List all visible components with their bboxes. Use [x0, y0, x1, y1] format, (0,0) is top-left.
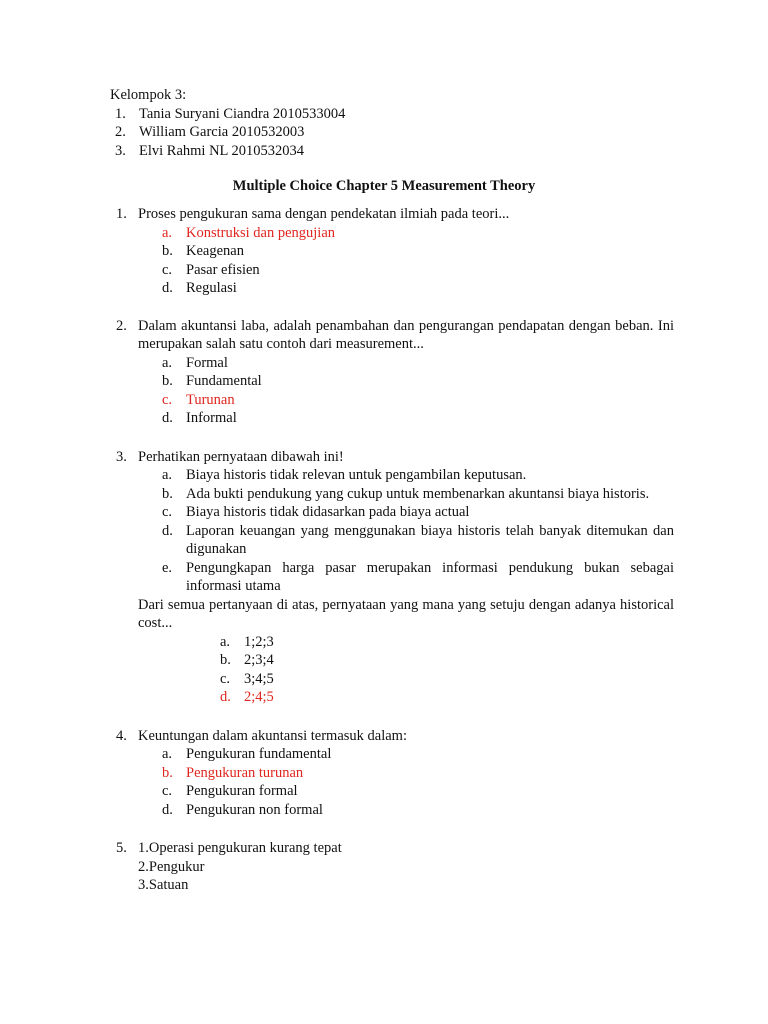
statement-letter: a. — [162, 467, 173, 483]
statement-text: Pengungkapan harga pasar merupakan informasi pendukung bukan sebagai informasi utama — [186, 559, 674, 594]
option-letter: d. — [162, 801, 173, 818]
question-list — [116, 205, 674, 895]
member-name: William Garcia 2010532003 — [139, 124, 305, 140]
statement-letter: d. — [162, 522, 173, 539]
option-letter: a. — [220, 633, 231, 650]
member-number: 2. — [115, 124, 126, 140]
option-text: 3;4;5 — [244, 670, 274, 687]
question-stem: Proses pengukuran sama dengan pendekatan ilmiah pada teori... — [138, 206, 510, 222]
option-letter: c. — [162, 391, 173, 408]
statement-item — [138, 522, 674, 559]
member-number: 3. — [115, 142, 126, 159]
question-stem: Keuntungan dalam akuntansi termasuk dalam: — [138, 727, 407, 744]
statement-text: Biaya historis tidak didasarkan pada biaya actual — [186, 504, 470, 520]
group-member — [110, 142, 670, 161]
option-text: Pasar efisien — [186, 261, 260, 278]
option-letter: c. — [220, 670, 231, 687]
statement-item — [138, 485, 674, 504]
option-letter: b. — [162, 243, 173, 259]
option-letter: c. — [162, 261, 173, 278]
answer-options — [138, 224, 674, 298]
option-letter: a. — [162, 746, 173, 762]
answer-options — [138, 745, 674, 819]
question-line: 2.Pengukur — [138, 858, 205, 875]
option-letter: c. — [162, 783, 173, 799]
group-heading: Kelompok 3: — [110, 87, 187, 103]
answer-options — [138, 633, 674, 707]
statement-list — [138, 466, 674, 596]
answer-option — [138, 261, 674, 280]
question-number: 3. — [116, 448, 127, 465]
answer-option — [138, 372, 674, 391]
member-number: 1. — [115, 105, 126, 122]
question-number: 2. — [116, 317, 127, 334]
statement-letter: b. — [162, 485, 173, 502]
question-line: 3.Satuan — [138, 877, 189, 893]
answer-option — [138, 764, 674, 783]
option-letter: a. — [162, 354, 173, 371]
option-text: Pengukuran formal — [186, 783, 298, 799]
answer-option — [138, 801, 674, 820]
option-letter: d. — [220, 689, 231, 705]
statement-item — [138, 466, 674, 485]
answer-option — [138, 224, 674, 243]
option-letter: d. — [162, 280, 173, 296]
member-name: Tania Suryani Ciandra 2010533004 — [139, 105, 346, 122]
answer-option — [138, 409, 674, 428]
statement-item — [138, 503, 674, 522]
question-number: 4. — [116, 727, 127, 744]
statement-text: Laporan keuangan yang menggunakan biaya historis telah banyak ditemukan dan digunakan — [186, 522, 674, 557]
option-letter: b. — [220, 652, 231, 668]
option-text: Konstruksi dan pengujian — [186, 224, 336, 241]
answer-option — [138, 633, 674, 652]
question-number: 5. — [116, 840, 127, 856]
question-prompt: Dari semua pertanyaan di atas, pernyataan yang mana yang setuju dengan adanya historical cost... — [138, 596, 674, 631]
question-stem: Perhatikan pernyataan dibawah ini! — [138, 448, 344, 465]
answer-options — [138, 354, 674, 428]
document-title: Multiple Choice Chapter 5 Measurement Theory — [232, 178, 536, 194]
member-name: Elvi Rahmi NL 2010532034 — [139, 142, 304, 159]
question-number: 1. — [116, 206, 127, 222]
statement-text: Ada bukti pendukung yang cukup untuk membenarkan akuntansi biaya historis. — [186, 485, 650, 502]
answer-option — [138, 688, 674, 707]
option-text: Keagenan — [186, 243, 244, 259]
answer-option — [138, 745, 674, 764]
option-letter: a. — [162, 224, 173, 241]
group-member — [110, 123, 670, 142]
question-stem: Dalam akuntansi laba, adalah penambahan dan pengurangan pendapatan dengan beban. Ini merupakan salah satu contoh dari measurement... — [138, 317, 674, 352]
answer-option — [138, 279, 674, 298]
option-letter: b. — [162, 373, 173, 389]
answer-option — [138, 354, 674, 373]
question-2 — [116, 317, 674, 428]
option-text: Pengukuran fundamental — [186, 746, 332, 762]
question-line: 1.Operasi pengukuran kurang tepat — [138, 840, 342, 856]
option-text: Turunan — [186, 391, 235, 408]
answer-option — [138, 242, 674, 261]
statement-item — [138, 559, 674, 596]
answer-option — [138, 391, 674, 410]
answer-option — [138, 670, 674, 689]
group-info — [110, 86, 670, 160]
option-text: Informal — [186, 410, 237, 426]
option-text: Pengukuran non formal — [186, 801, 323, 818]
option-text: 1;2;3 — [244, 633, 274, 650]
option-letter: d. — [162, 410, 173, 426]
answer-option — [138, 651, 674, 670]
option-text: 2;4;5 — [244, 689, 274, 705]
option-text: Regulasi — [186, 280, 237, 296]
group-member — [110, 105, 670, 124]
statement-letter: e. — [162, 559, 173, 576]
option-text: Formal — [186, 354, 228, 371]
statement-text: Biaya historis tidak relevan untuk pengambilan keputusan. — [186, 467, 527, 483]
option-text: 2;3;4 — [244, 652, 274, 668]
question-1 — [116, 205, 674, 298]
statement-letter: c. — [162, 504, 173, 520]
question-3 — [116, 448, 674, 707]
answer-option — [138, 782, 674, 801]
question-4 — [116, 727, 674, 820]
question-5 — [116, 839, 674, 895]
option-text: Pengukuran turunan — [186, 764, 304, 781]
option-letter: b. — [162, 764, 173, 781]
option-text: Fundamental — [186, 373, 262, 389]
